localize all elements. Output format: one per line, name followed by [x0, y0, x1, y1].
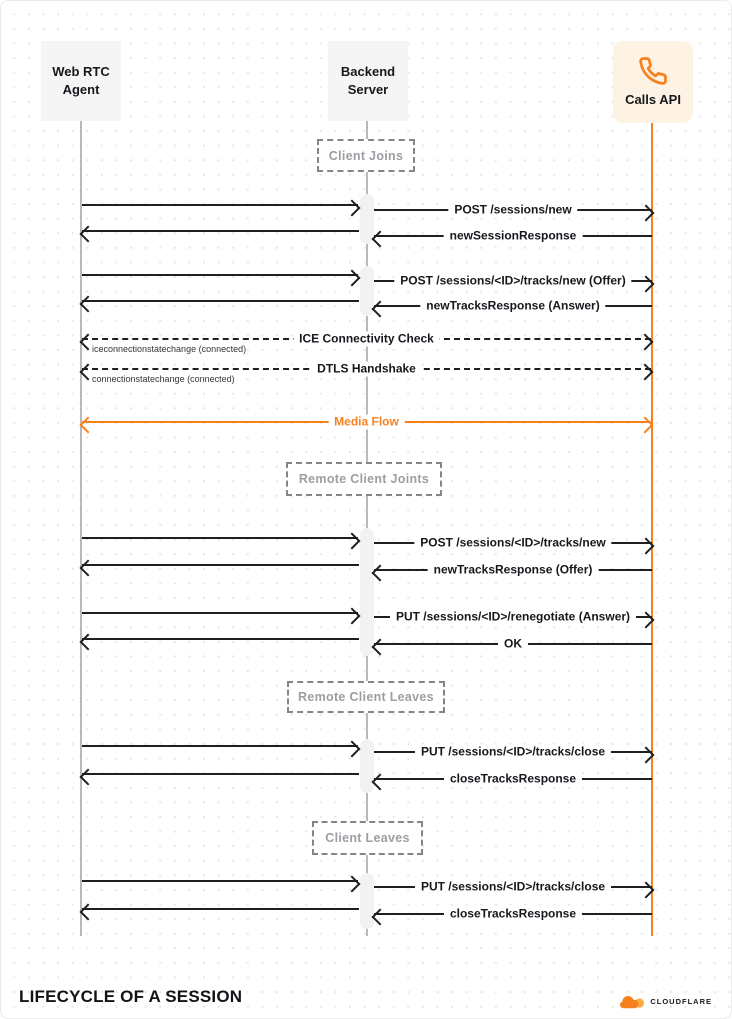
lifeline-calls-api: [651, 123, 653, 936]
message-label: PUT /sessions/<ID>/renegotiate (Answer): [390, 610, 636, 625]
response-arrow: [82, 908, 359, 910]
arrowhead-icon: [372, 774, 389, 791]
arrowhead-icon: [372, 909, 389, 926]
message-label: POST /sessions/new: [448, 203, 577, 218]
message-label: OK: [498, 637, 528, 652]
arrowhead-icon: [344, 741, 361, 758]
response-arrow: [82, 230, 359, 232]
message-label: PUT /sessions/<ID>/tracks/close: [415, 880, 611, 895]
arrow-close-tracks-response: [374, 771, 652, 786]
arrow-new-tracks-response-answer: [374, 298, 652, 313]
arrowhead-icon: [80, 560, 97, 577]
actor-label: Calls API: [625, 91, 681, 107]
group-label: Client Joins: [328, 148, 404, 163]
request-arrow: [82, 204, 358, 206]
arrowhead-icon: [344, 533, 361, 550]
arrowhead-icon: [80, 417, 97, 434]
arrowhead-icon: [344, 200, 361, 217]
response-arrow: [82, 638, 359, 640]
arrowhead-icon: [80, 634, 97, 651]
actor-calls-api: [613, 41, 693, 123]
arrowhead-icon: [80, 296, 97, 313]
page-title: LIFECYCLE OF A SESSION: [19, 987, 243, 1006]
actor-backend-server: [328, 41, 408, 121]
arrow-ice-connectivity-check: [82, 331, 651, 354]
arrowhead-icon: [372, 301, 389, 318]
group-label: Remote Client Joints: [298, 472, 430, 486]
message-label: newTracksResponse (Answer): [420, 299, 605, 314]
arrow-new-session-response: [374, 228, 652, 243]
lifeline-webrtc-agent: [80, 121, 82, 936]
group-label: Remote Client Leaves: [298, 690, 434, 704]
cloudflare-wordmark: CLOUDFLARE: [650, 997, 712, 1006]
activation-bar: [360, 528, 374, 656]
arrow-post-tracks-new: [374, 535, 652, 550]
arrow-close-tracks-response: [374, 906, 652, 921]
activation-bar: [360, 194, 374, 244]
group-client-leaves: [312, 821, 423, 855]
actor-label: Backend Server: [340, 64, 396, 97]
group-client-joins: [317, 139, 415, 172]
arrow-new-tracks-response-offer: [374, 562, 652, 577]
arrowhead-icon: [344, 608, 361, 625]
message-label: closeTracksResponse: [444, 772, 582, 787]
arrow-put-renegotiate-answer: [374, 609, 652, 624]
arrowhead-icon: [372, 639, 389, 656]
message-label: PUT /sessions/<ID>/tracks/close: [415, 745, 611, 760]
group-remote-client-leaves: [287, 681, 445, 713]
arrowhead-icon: [80, 769, 97, 786]
message-label: newSessionResponse: [444, 229, 583, 244]
arrow-put-tracks-close: [374, 879, 652, 894]
cloudflare-cloud-icon: [619, 994, 646, 1009]
event-sublabel: iceconnectionstatechange (connected): [92, 344, 247, 354]
arrowhead-icon: [372, 231, 389, 248]
request-arrow: [82, 537, 358, 539]
arrowhead-icon: [80, 904, 97, 921]
arrow-media-flow: [82, 414, 651, 429]
activation-bar: [360, 873, 374, 929]
request-arrow: [82, 880, 358, 882]
arrow-post-sessions-new: [374, 202, 652, 217]
arrow-dtls-handshake: [82, 361, 651, 384]
arrowhead-icon: [344, 876, 361, 893]
message-label: closeTracksResponse: [444, 907, 582, 922]
message-label: DTLS Handshake: [311, 362, 422, 377]
request-arrow: [82, 745, 358, 747]
message-label: POST /sessions/<ID>/tracks/new (Offer): [394, 274, 631, 289]
phone-icon: [638, 56, 668, 86]
cloudflare-logo: [619, 994, 712, 1009]
activation-bar: [360, 739, 374, 793]
response-arrow: [82, 773, 359, 775]
group-label: Client Leaves: [325, 831, 410, 845]
arrowhead-icon: [80, 226, 97, 243]
event-sublabel: connectionstatechange (connected): [92, 374, 235, 384]
request-arrow: [82, 274, 358, 276]
message-label: Media Flow: [328, 415, 405, 430]
actor-webrtc-agent: [41, 41, 121, 121]
arrowhead-icon: [344, 270, 361, 287]
arrow-post-tracks-new-offer: [374, 273, 652, 288]
actor-label: Web RTC Agent: [52, 64, 110, 97]
message-label: ICE Connectivity Check: [293, 332, 440, 347]
arrow-ok-response: [374, 636, 652, 651]
message-label: POST /sessions/<ID>/tracks/new: [414, 536, 611, 551]
request-arrow: [82, 612, 358, 614]
message-label: newTracksResponse (Offer): [428, 563, 599, 578]
arrowhead-icon: [372, 565, 389, 582]
group-remote-client-joints: [286, 462, 442, 496]
response-arrow: [82, 300, 359, 302]
response-arrow: [82, 564, 359, 566]
arrow-put-tracks-close: [374, 744, 652, 759]
